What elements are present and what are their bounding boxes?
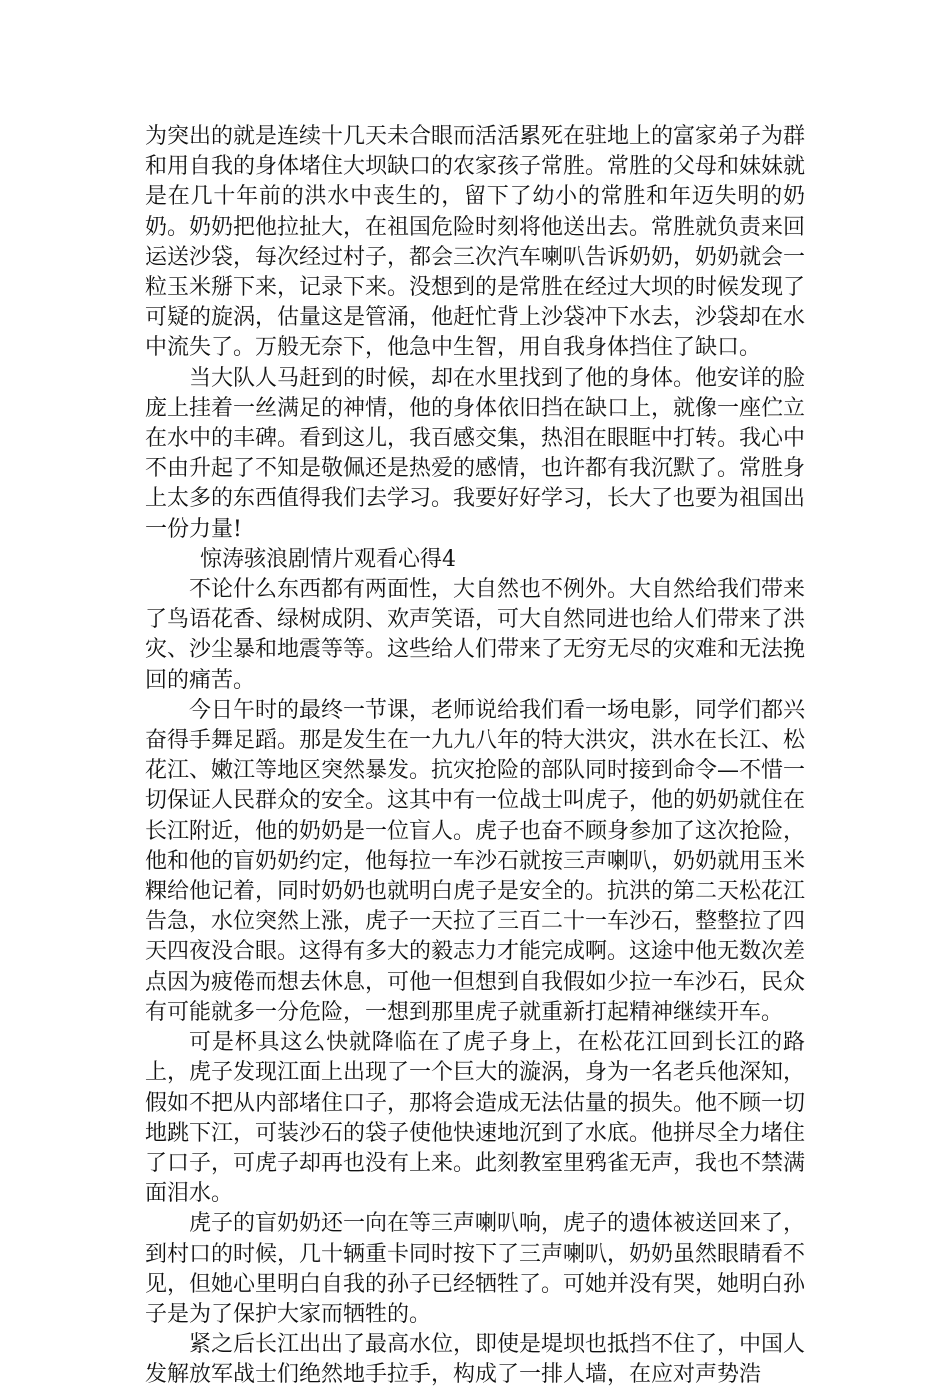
paragraph-continuation: 为突出的就是连续十几天未合眼而活活累死在驻地上的富家弟子为群和用自我的身体堵住大坝缺口的农家孩子常胜。常胜的父母和妹妹就是在几十年前的洪水中丧生的，留下了幼小的常胜和年迈失明的奶奶。奶奶把他拉扯大，在祖国危险时刻将他送出去。常胜就负责来回运送沙袋，每次经过村子，都会三次汽车喇叭告诉奶奶，奶奶就会一粒玉米掰下来，记录下来。没想到的是常胜在经过大坝的时候发现了可疑的旋涡，估量这是管涌，他赶忙背上沙袋冲下水去，沙袋却在水中流失了。万般无奈下，他急中生智，用自我身体挡住了缺口。 — [145, 124, 806, 361]
paragraph: 可是杯具这么快就降临在了虎子身上，在松花江回到长江的路上，虎子发现江面上出现了一个巨大的漩涡，身为一名老兵他深知，假如不把从内部堵住口子，那将会造成无法估量的损失。他不顾一切地跳下江，可装沙石的袋子使他快速地沉到了水底。他拼尽全力堵住了口子，可虎子却再也没有上来。此刻教室里鸦雀无声，我也不禁满面泪水。 — [145, 1030, 806, 1207]
document-body — [145, 122, 805, 1391]
paragraph: 当大队人马赶到的时候，却在水里找到了他的身体。他安详的脸庞上挂着一丝满足的神情，他的身体依旧挡在缺口上，就像一座伫立在水中的丰碑。看到这儿，我百感交集，热泪在眼眶中打转。我心中不由升起了不知是敬佩还是热爱的感情，也许都有我沉默了。常胜身上太多的东西值得我们去学习。我要好好学习，长大了也要为祖国出一份力量! — [145, 365, 806, 542]
section-heading: 惊涛骇浪剧情片观看心得4 — [200, 546, 456, 572]
paragraph: 不论什么东西都有两面性，大自然也不例外。大自然给我们带来了鸟语花香、绿树成阴、欢声笑语，可大自然同进也给人们带来了洪灾、沙尘暴和地震等等。这些给人们带来了无穷无尽的灾难和无法挽回的痛苦。 — [145, 577, 806, 693]
paragraph: 紧之后长江出出了最高水位，即使是堤坝也抵挡不住了，中国人发解放军战士们绝然地手拉手，构成了一排人墙，在应对声势浩 — [145, 1332, 806, 1388]
paragraph: 今日午时的最终一节课，老师说给我们看一场电影，同学们都兴奋得手舞足蹈。那是发生在一九九八年的特大洪灾，洪水在长江、松花江、嫩江等地区突然暴发。抗灾抢险的部队同时接到命令—不惜一切保证人民群众的安全。这其中有一位战士叫虎子，他的奶奶就住在长江附近，他的奶奶是一位盲人。虎子也奋不顾身参加了这次抢险，他和他的盲奶奶约定，他每拉一车沙石就按三声喇叭，奶奶就用玉米粿给他记着，同时奶奶也就明白虎子是安全的。抗洪的第二天松花江告急，水位突然上涨，虎子一天拉了三百二十一车沙石，整整拉了四天四夜没合眼。这得有多大的毅志力才能完成啊。这途中他无数次差点因为疲倦而想去休息，可他一但想到自我假如少拉一车沙石，民众有可能就多一分危险，一想到那里虎子就重新打起精神继续开车。 — [145, 697, 806, 1025]
paragraph: 虎子的盲奶奶还一向在等三声喇叭响，虎子的遗体被送回来了，到村口的时候，几十辆重卡同时按下了三声喇叭，奶奶虽然眼睛看不见，但她心里明白自我的孙子已经牺牲了。可她并没有哭，她明白孙子是为了保护大家而牺牲的。 — [145, 1211, 806, 1327]
